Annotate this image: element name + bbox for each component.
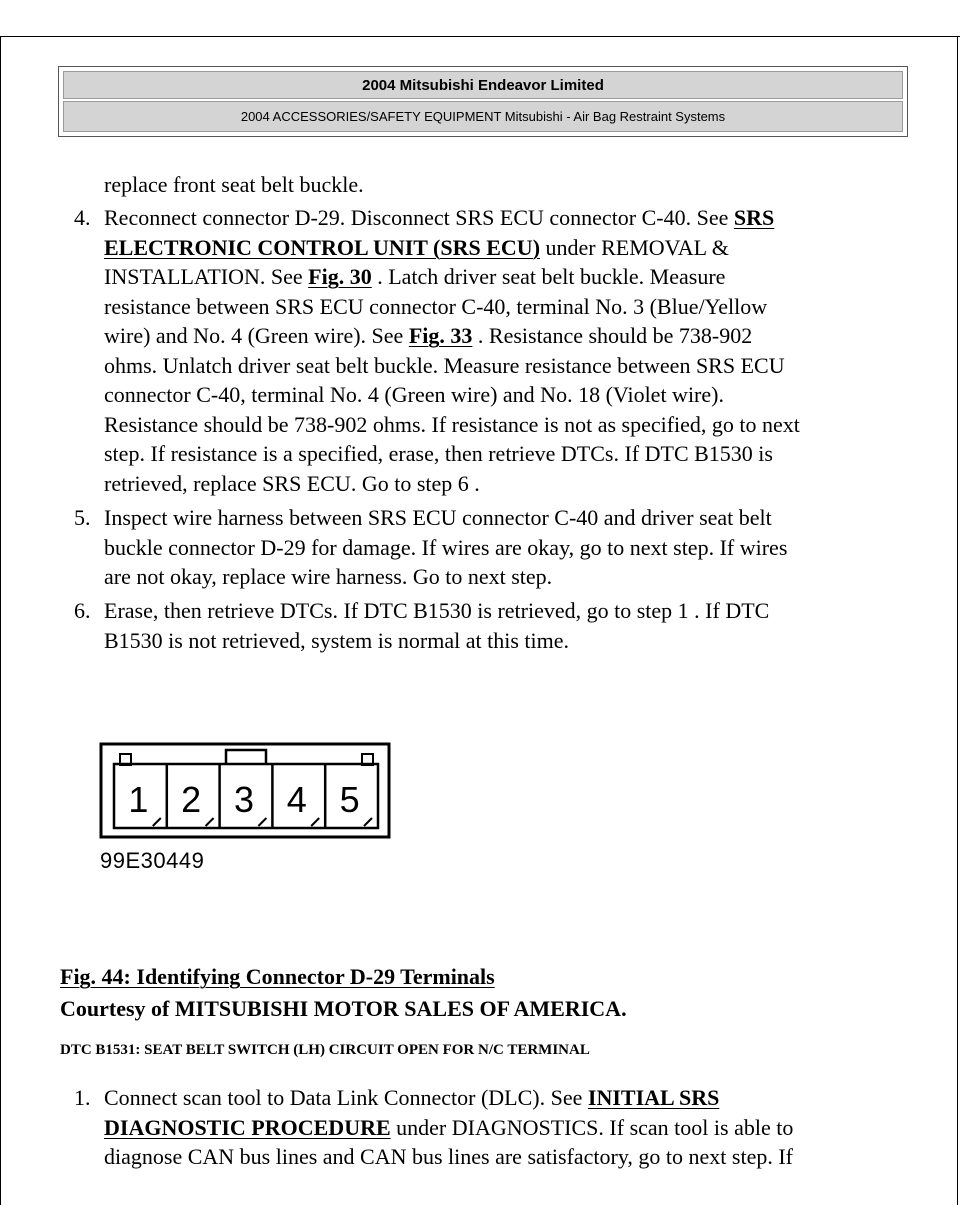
text: . Latch driver seat belt buckle. Measure	[371, 264, 726, 289]
figure-caption-link[interactable]: Fig. 44: Identifying Connector D-29 Terminals	[60, 964, 495, 989]
step-number: 5.	[74, 505, 91, 530]
section-step-1-line-2	[104, 1113, 793, 1143]
step-4-line-10: retrieved, replace SRS ECU. Go to step 6 .	[104, 470, 480, 496]
text: under REMOVAL &	[540, 234, 729, 260]
step-4-line-9: step. If resistance is a specified, erase, then retrieve DTCs. If DTC B1530 is	[104, 441, 773, 466]
terminal-number: 4	[286, 779, 307, 820]
terminal-number: 1	[128, 779, 149, 820]
link-initial-srs[interactable]: INITIAL SRS	[587, 1085, 720, 1110]
text: wire) and No. 4 (Green wire). See	[104, 323, 409, 348]
step-number: 4.	[74, 205, 91, 230]
step-4-line-7: connector C-40, terminal No. 4 (Green wire) and No. 18 (Violet wire).	[104, 382, 724, 407]
step-5-line-1: Inspect wire harness between SRS ECU connector C-40 and driver seat belt	[104, 505, 772, 530]
link-srs-ecu[interactable]: SRS	[733, 205, 775, 230]
text: Connect scan tool to Data Link Connector (DLC). See	[104, 1085, 588, 1110]
terminal-pin-mark	[153, 818, 161, 826]
step-4-line-6: ohms. Unlatch driver seat belt buckle. Measure resistance between SRS ECU	[104, 352, 785, 378]
step-number: 1.	[74, 1085, 91, 1110]
link-srs-ecu-cont[interactable]: ELECTRONIC CONTROL UNIT (SRS ECU)	[104, 234, 541, 260]
step-4-line-2	[104, 233, 729, 263]
connector-d29-diagram	[98, 742, 393, 842]
frame-left-line	[0, 36, 1, 1205]
terminal-number: 3	[233, 779, 255, 820]
link-fig-33[interactable]: Fig. 33	[408, 323, 473, 348]
section-heading: DTC B1531: SEAT BELT SWITCH (LH) CIRCUIT OPEN FOR N/C TERMINAL	[60, 1042, 590, 1058]
step-number: 6.	[74, 598, 91, 623]
step-4-line-3	[104, 262, 725, 292]
terminal-pin-mark	[364, 818, 372, 826]
step-4-line-8: Resistance should be 738-902 ohms. If resistance is not as specified, go to next	[104, 411, 800, 437]
header-subtitle: 2004 ACCESSORIES/SAFETY EQUIPMENT Mitsubishi - Air Bag Restraint Systems	[63, 101, 903, 132]
step-6-line-1: Erase, then retrieve DTCs. If DTC B1530 is retrieved, go to step 1 . If DTC	[104, 598, 770, 623]
figure-id-label: 99E30449	[100, 848, 205, 873]
text: under DIAGNOSTICS. If scan tool is able to	[390, 1114, 794, 1140]
section-step-1-line-3: diagnose CAN bus lines and CAN bus lines are satisfactory, go to next step. If	[104, 1144, 794, 1169]
terminal-number: 2	[181, 779, 202, 820]
terminal-pin-mark	[258, 818, 266, 826]
terminal-pin-mark	[311, 818, 319, 826]
connector-key	[226, 750, 266, 764]
terminal-number: 5	[339, 779, 360, 820]
figure-courtesy: Courtesy of MITSUBISHI MOTOR SALES OF AMERICA.	[60, 996, 627, 1021]
frame-top-line	[0, 36, 960, 37]
step-6-line-2: B1530 is not retrieved, system is normal at this time.	[104, 627, 569, 653]
step-4-line-4: resistance between SRS ECU connector C-40, terminal No. 3 (Blue/Yellow	[104, 293, 768, 319]
step-5-line-2: buckle connector D-29 for damage. If wires are okay, go to next step. If wires	[104, 534, 788, 560]
step-4-line-1	[104, 203, 774, 233]
link-fig-30[interactable]: Fig. 30	[308, 264, 372, 289]
document-header	[58, 66, 908, 137]
text: . Resistance should be 738-902	[472, 323, 753, 348]
text: Reconnect connector D-29. Disconnect SRS ECU connector C-40. See	[104, 205, 734, 230]
header-title: 2004 Mitsubishi Endeavor Limited	[63, 71, 903, 99]
step-5-line-3: are not okay, replace wire harness. Go to next step.	[104, 564, 553, 589]
continuation-line: replace front seat belt buckle.	[104, 172, 364, 197]
frame-right-line	[957, 36, 958, 1205]
step-4-line-5	[104, 321, 752, 351]
figure-caption	[60, 964, 495, 990]
text: INSTALLATION. See	[104, 264, 309, 289]
terminal-pin-mark	[206, 818, 214, 826]
link-diagnostic-procedure[interactable]: DIAGNOSTIC PROCEDURE	[104, 1114, 391, 1140]
section-step-1-line-1	[104, 1083, 719, 1113]
